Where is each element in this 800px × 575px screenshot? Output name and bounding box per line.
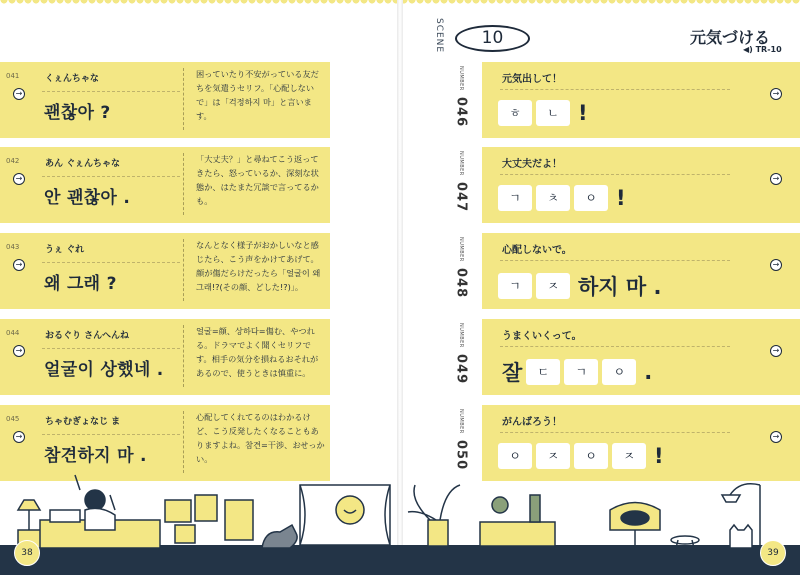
armchair-icon (610, 503, 660, 547)
phrase-card-041 (0, 62, 330, 138)
phrase-korean: 괜찮아 ? (44, 103, 111, 123)
arrow-right-icon[interactable]: → (770, 431, 782, 443)
phrase-reading: あん ぐぇんちゃな (45, 159, 120, 169)
phrase-korean: 얼굴이 상했네 . (44, 360, 164, 380)
side-table-icon (671, 536, 699, 548)
divider (42, 434, 180, 435)
audio-track-label[interactable]: ◀) TR-10 (743, 45, 782, 54)
phrase-number: 046 (453, 96, 469, 127)
phrase-card-042 (0, 147, 330, 223)
number-label: NUMBER (458, 409, 464, 434)
phrase-number: 042 (6, 157, 20, 165)
arrow-right-icon[interactable]: → (13, 431, 25, 443)
phrase-korean: 왜 그래 ? (44, 274, 117, 294)
number-strip (450, 62, 472, 140)
divider (500, 432, 730, 433)
scene-label: SCENE (434, 18, 444, 54)
answer-row (498, 357, 656, 387)
divider (42, 348, 180, 349)
arrow-right-icon[interactable]: → (770, 173, 782, 185)
answer-lead: 잘 (502, 361, 523, 385)
arrow-right-icon[interactable]: → (770, 259, 782, 271)
exercise-card-049 (482, 319, 800, 395)
sun-window-icon (300, 485, 390, 545)
answer-row (498, 185, 630, 211)
exercise-card-048 (482, 233, 800, 309)
phrase-note: 「大丈夫？」と尋ねてこう返ってきたら、怒っているか、深刻な状態か、はたまた冗談で言ってるかも。 (196, 154, 319, 206)
cabinet-icon (480, 495, 555, 546)
answer-box[interactable]: ㅈ (536, 443, 570, 469)
room-illustration (0, 470, 800, 550)
cat-icon (262, 525, 297, 548)
number-label: NUMBER (458, 151, 464, 176)
arrow-right-icon[interactable]: → (13, 173, 25, 185)
number-strip (450, 233, 472, 311)
phrase-number: 048 (453, 267, 469, 298)
number-label: NUMBER (458, 323, 464, 348)
scene-number-badge: 10 (455, 25, 530, 52)
answer-box[interactable]: ㅊ (536, 185, 570, 211)
plant-icon (408, 485, 460, 546)
arrow-right-icon[interactable]: → (13, 88, 25, 100)
arrow-right-icon[interactable]: → (13, 259, 25, 271)
exercise-card-047 (482, 147, 800, 223)
page-number-left: 38 (14, 540, 40, 566)
white-cat-icon (730, 525, 752, 548)
page-number-right: 39 (760, 540, 786, 566)
phrase-number: 047 (453, 181, 469, 212)
answer-box[interactable]: ㄴ (536, 100, 570, 126)
phrase-note: 困っていたり不安がっている友だちを気遣うセリフ。「心配しないで」は「걱정하지 마」と言います。 (196, 69, 319, 121)
answer-box[interactable]: ㄱ (498, 273, 532, 299)
divider (500, 260, 730, 261)
phrase-number: 043 (6, 243, 20, 251)
page-title: 元気づける (690, 28, 771, 47)
divider (500, 89, 730, 90)
phrase-note: 얼굴=顔、상하다=傷む、やつれる。ドラマでよく聞くセリフです。相手の気分を損ねるおそれがあるので、使うときは慎重に。 (196, 326, 319, 378)
phrase-number: 050 (453, 439, 469, 470)
divider (500, 346, 730, 347)
answer-box[interactable]: ㅈ (536, 273, 570, 299)
answer-box[interactable]: ㄱ (564, 359, 598, 385)
japanese-prompt: 元気出して！ (502, 74, 562, 85)
japanese-prompt: うまくいくって。 (502, 331, 582, 342)
answer-tail: ! (616, 186, 626, 210)
phrase-number: 045 (6, 415, 20, 423)
answer-box[interactable]: ㅇ (574, 443, 608, 469)
phrase-number: 041 (6, 72, 20, 80)
lamp-icon (18, 500, 40, 510)
phrase-card-043 (0, 233, 330, 309)
answer-tail: 하지 마 . (578, 275, 662, 299)
divider (183, 239, 184, 301)
answer-box[interactable]: ㅇ (602, 359, 636, 385)
answer-row (498, 271, 665, 301)
japanese-prompt: がんばろう！ (502, 417, 562, 428)
phrase-note: なんとなく様子がおかしいなと感じたら、こう声をかけてあげて。顔が傷だらけだったら「얼굴이 왜 그래!?(その顔、どした!?)」。 (196, 240, 321, 292)
answer-box[interactable]: ㄷ (526, 359, 560, 385)
number-label: NUMBER (458, 66, 464, 91)
phrase-reading: おるぐり さんへんね (45, 331, 129, 341)
divider (500, 174, 730, 175)
phrase-number: 044 (6, 329, 20, 337)
divider (42, 262, 180, 263)
arrow-right-icon[interactable]: → (13, 345, 25, 357)
arrow-right-icon[interactable]: → (770, 345, 782, 357)
phrase-number: 049 (453, 353, 469, 384)
number-strip (450, 147, 472, 225)
answer-row (498, 443, 668, 469)
phrase-card-044 (0, 319, 330, 395)
exercise-card-046 (482, 62, 800, 138)
answer-row (498, 100, 592, 126)
answer-tail: ! (654, 444, 664, 468)
number-label: NUMBER (458, 237, 464, 262)
phrase-korean: 참견하지 마 . (44, 446, 147, 466)
answer-tail: ! (578, 101, 588, 125)
answer-box[interactable]: ㅈ (612, 443, 646, 469)
divider (42, 91, 180, 92)
phrase-reading: ちゃむぎょなじ ま (45, 417, 121, 427)
phrase-korean: 안 괜찮아 . (44, 188, 131, 208)
japanese-prompt: 大丈夫だよ！ (502, 159, 562, 170)
japanese-prompt: 心配しないで。 (502, 245, 572, 256)
answer-box[interactable]: ㅇ (498, 443, 532, 469)
phrase-reading: くぇんちゃな (45, 74, 99, 84)
arrow-right-icon[interactable]: → (770, 88, 782, 100)
answer-box[interactable]: ㅎ (498, 100, 532, 126)
phrase-reading: うぇ ぐれ (45, 245, 85, 255)
divider (183, 68, 184, 130)
divider (183, 325, 184, 387)
divider (42, 176, 180, 177)
bed-icon (40, 475, 160, 548)
picture-frames-icon (165, 495, 253, 543)
number-strip (450, 319, 472, 397)
divider (183, 153, 184, 215)
answer-tail: . (644, 360, 653, 384)
answer-box[interactable]: ㅇ (574, 185, 608, 211)
phrase-note: 心配してくれてるのはわかるけど、こう反発したくなることもありますよね。참견=干渉、おせっかい。 (196, 412, 325, 464)
divider (183, 411, 184, 473)
answer-box[interactable]: ㄱ (498, 185, 532, 211)
